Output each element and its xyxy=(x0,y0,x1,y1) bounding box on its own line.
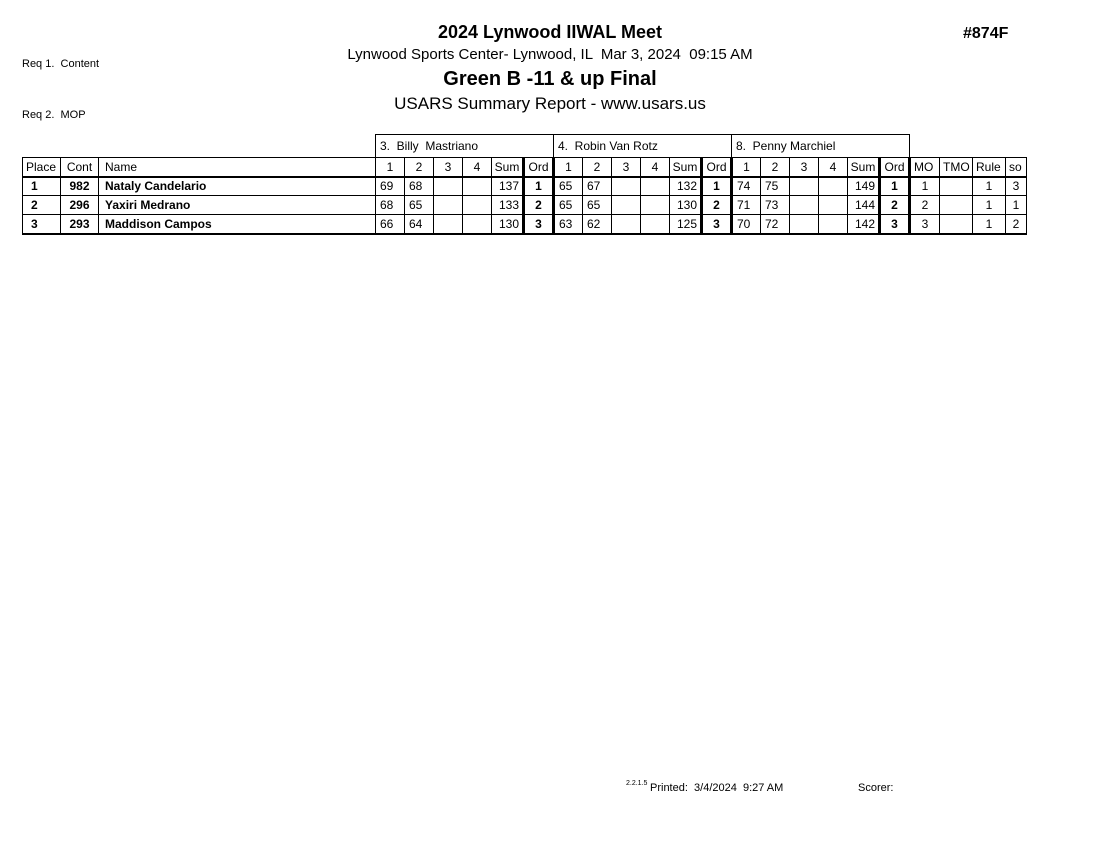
cell-j1-sum: 130 xyxy=(492,215,524,234)
cell-j3-s1: 71 xyxy=(732,196,761,215)
cell-j3-s4 xyxy=(819,177,848,196)
table-row xyxy=(23,177,1027,196)
cell-j3-s1: 74 xyxy=(732,177,761,196)
judge-row-spacer-left xyxy=(23,135,376,158)
col-header-name: Name xyxy=(99,158,376,177)
col-header-j3-ord: Ord xyxy=(880,158,910,177)
cell-name: Nataly Candelario xyxy=(99,177,376,196)
col-header-j2-4: 4 xyxy=(641,158,670,177)
col-header-tmo: TMO xyxy=(940,158,973,177)
cell-j3-s4 xyxy=(819,196,848,215)
judge-header-row xyxy=(23,135,1027,158)
col-header-j3-2: 2 xyxy=(761,158,790,177)
cell-j2-s2: 65 xyxy=(583,196,612,215)
cell-place: 1 xyxy=(23,177,61,196)
col-header-j1-sum: Sum xyxy=(492,158,524,177)
col-header-j1-1: 1 xyxy=(376,158,405,177)
col-header-rule: Rule xyxy=(973,158,1006,177)
cell-j3-s4 xyxy=(819,215,848,234)
cell-j2-s1: 65 xyxy=(554,196,583,215)
cell-j3-s1: 70 xyxy=(732,215,761,234)
judge-2-name: 4. Robin Van Rotz xyxy=(554,135,732,158)
col-header-j2-2: 2 xyxy=(583,158,612,177)
col-header-mo: MO xyxy=(910,158,940,177)
cell-j2-s3 xyxy=(612,215,641,234)
col-header-j2-sum: Sum xyxy=(670,158,702,177)
cell-cont: 296 xyxy=(61,196,99,215)
column-header-row xyxy=(23,158,1027,177)
cell-rule: 1 xyxy=(973,196,1006,215)
cell-j3-sum: 149 xyxy=(848,177,880,196)
col-header-place: Place xyxy=(23,158,61,177)
table-row xyxy=(23,196,1027,215)
cell-j2-s2: 62 xyxy=(583,215,612,234)
req-line-2: Req 2. MOP xyxy=(22,109,86,121)
cell-place: 2 xyxy=(23,196,61,215)
cell-j1-s3 xyxy=(434,196,463,215)
cell-so: 1 xyxy=(1006,196,1027,215)
col-header-j2-1: 1 xyxy=(554,158,583,177)
cell-rule: 1 xyxy=(973,215,1006,234)
col-header-j3-1: 1 xyxy=(732,158,761,177)
col-header-so: so xyxy=(1006,158,1027,177)
cell-so: 3 xyxy=(1006,177,1027,196)
cell-mo: 3 xyxy=(910,215,940,234)
cell-j2-ord: 1 xyxy=(702,177,732,196)
cell-j1-s3 xyxy=(434,177,463,196)
cell-j2-s4 xyxy=(641,177,670,196)
cell-cont: 982 xyxy=(61,177,99,196)
cell-j3-s3 xyxy=(790,215,819,234)
cell-rule: 1 xyxy=(973,177,1006,196)
cell-j1-s2: 65 xyxy=(405,196,434,215)
cell-j2-sum: 125 xyxy=(670,215,702,234)
cell-j3-s2: 75 xyxy=(761,177,790,196)
cell-cont: 293 xyxy=(61,215,99,234)
cell-so: 2 xyxy=(1006,215,1027,234)
cell-j2-s1: 65 xyxy=(554,177,583,196)
judge-3-name: 8. Penny Marchiel xyxy=(732,135,910,158)
cell-j3-sum: 144 xyxy=(848,196,880,215)
cell-j3-ord: 1 xyxy=(880,177,910,196)
heat-number: #874F xyxy=(963,25,1009,42)
cell-j3-sum: 142 xyxy=(848,215,880,234)
req-line-1: Req 1. Content xyxy=(22,58,100,70)
cell-j1-ord: 2 xyxy=(524,196,554,215)
meet-title: 2024 Lynwood IIWAL Meet xyxy=(437,22,663,42)
cell-j2-s4 xyxy=(641,196,670,215)
cell-j1-s4 xyxy=(463,196,492,215)
cell-j2-s2: 67 xyxy=(583,177,612,196)
col-header-j3-3: 3 xyxy=(790,158,819,177)
report-title: USARS Summary Report - www.usars.us xyxy=(394,94,706,114)
cell-place: 3 xyxy=(23,215,61,234)
cell-j2-s4 xyxy=(641,215,670,234)
cell-j1-s2: 68 xyxy=(405,177,434,196)
cell-j2-s3 xyxy=(612,196,641,215)
meet-subtitle: Lynwood Sports Center- Lynwood, IL Mar 3, 2024 09:15 AM xyxy=(347,45,753,63)
col-header-j3-sum: Sum xyxy=(848,158,880,177)
software-version: 2.2.1.5 xyxy=(626,780,648,787)
judge-row-spacer-right xyxy=(910,135,1027,158)
cell-j3-ord: 2 xyxy=(880,196,910,215)
col-header-j1-2: 2 xyxy=(405,158,434,177)
cell-j3-s2: 72 xyxy=(761,215,790,234)
cell-j1-s4 xyxy=(463,215,492,234)
cell-mo: 1 xyxy=(910,177,940,196)
cell-j1-s1: 69 xyxy=(376,177,405,196)
cell-j3-s2: 73 xyxy=(761,196,790,215)
cell-j2-s3 xyxy=(612,177,641,196)
cell-j1-sum: 137 xyxy=(492,177,524,196)
cell-j2-ord: 3 xyxy=(702,215,732,234)
cell-j2-ord: 2 xyxy=(702,196,732,215)
cell-j1-s3 xyxy=(434,215,463,234)
judge-1-name: 3. Billy Mastriano xyxy=(376,135,554,158)
cell-mo: 2 xyxy=(910,196,940,215)
cell-name: Maddison Campos xyxy=(99,215,376,234)
col-header-j2-3: 3 xyxy=(612,158,641,177)
cell-tmo xyxy=(940,177,973,196)
cell-j2-sum: 132 xyxy=(670,177,702,196)
col-header-j1-ord: Ord xyxy=(524,158,554,177)
cell-j1-ord: 3 xyxy=(524,215,554,234)
cell-j1-s1: 66 xyxy=(376,215,405,234)
scorer-label: Scorer: xyxy=(858,782,894,794)
cell-j3-ord: 3 xyxy=(880,215,910,234)
col-header-cont: Cont xyxy=(61,158,99,177)
col-header-j1-4: 4 xyxy=(463,158,492,177)
cell-j1-s4 xyxy=(463,177,492,196)
cell-j3-s3 xyxy=(790,177,819,196)
event-title: Green B -11 & up Final xyxy=(443,68,657,91)
summary-table xyxy=(22,134,1027,235)
cell-tmo xyxy=(940,215,973,234)
cell-j2-s1: 63 xyxy=(554,215,583,234)
cell-tmo xyxy=(940,196,973,215)
report-header xyxy=(0,23,1100,114)
col-header-j2-ord: Ord xyxy=(702,158,732,177)
table-row xyxy=(23,215,1027,234)
cell-j2-sum: 130 xyxy=(670,196,702,215)
cell-j1-s2: 64 xyxy=(405,215,434,234)
cell-name: Yaxiri Medrano xyxy=(99,196,376,215)
cell-j1-s1: 68 xyxy=(376,196,405,215)
col-header-j3-4: 4 xyxy=(819,158,848,177)
col-header-j1-3: 3 xyxy=(434,158,463,177)
cell-j3-s3 xyxy=(790,196,819,215)
cell-j1-ord: 1 xyxy=(524,177,554,196)
printed-timestamp: Printed: 3/4/2024 9:27 AM xyxy=(650,782,784,794)
cell-j1-sum: 133 xyxy=(492,196,524,215)
